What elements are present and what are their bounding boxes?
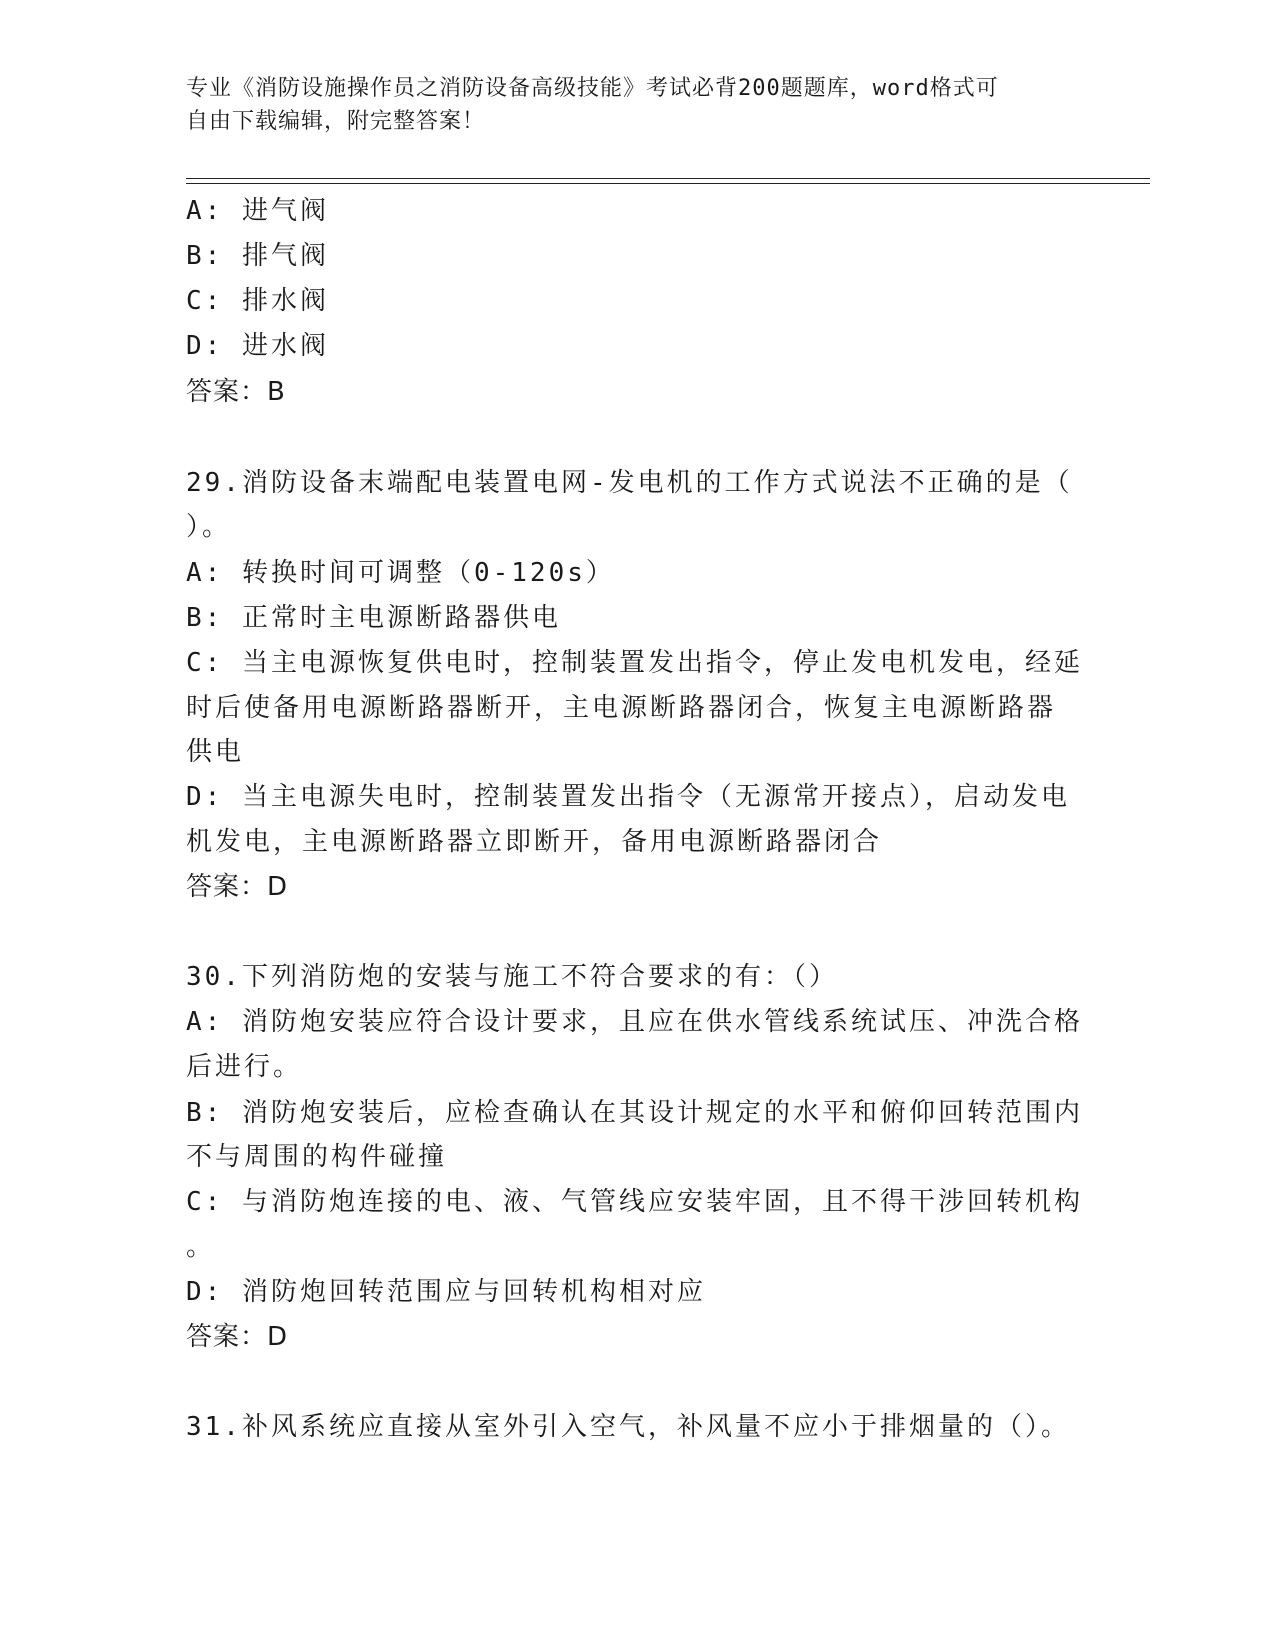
q29-option-a: A: 转换时间可调整（0-120s） — [186, 558, 615, 588]
q30-option-c-line-2: 。 — [186, 1232, 216, 1262]
q28-answer: 答案：B — [186, 377, 286, 407]
q30-option-a-line-2: 后进行。 — [186, 1052, 303, 1082]
q30-question: 30.下列消防炮的安装与施工不符合要求的有：（） — [186, 962, 838, 992]
q29-question-line-2: ）。 — [186, 512, 232, 542]
header-line-2: 自由下载编辑，附完整答案！ — [186, 109, 486, 134]
q29-option-c-line-3: 供电 — [186, 737, 245, 767]
header-divider-bottom — [186, 183, 1150, 184]
q30-option-c-line-1: C: 与消防炮连接的电、液、气管线应安装牢固，且不得干涉回转机构 — [186, 1187, 1083, 1217]
page-header — [186, 72, 1066, 138]
q29-option-d-line-2: 机发电，主电源断路器立即断开，备用电源断路器闭合 — [186, 827, 883, 857]
header-line-1: 专业《消防设施操作员之消防设备高级技能》考试必背200题题库，word格式可 — [186, 76, 999, 101]
q30-option-d: D: 消防炮回转范围应与回转机构相对应 — [186, 1277, 706, 1307]
q28-option-a: A: 进气阀 — [186, 196, 329, 226]
q30-answer: 答案：D — [186, 1322, 289, 1352]
q30-option-b-line-2: 不与周围的构件碰撞 — [186, 1142, 448, 1172]
q28-option-b: B: 排气阀 — [186, 241, 329, 271]
q30-option-a-line-1: A: 消防炮安装应符合设计要求，且应在供水管线系统试压、冲洗合格 — [186, 1007, 1083, 1037]
q29-question-line-1: 29.消防设备末端配电装置电网-发电机的工作方式说法不正确的是（ — [186, 468, 1073, 498]
q29-option-d-line-1: D: 当主电源失电时，控制装置发出指令（无源常开接点），启动发电 — [186, 782, 1070, 812]
q31-question: 31.补风系统应直接从室外引入空气，补风量不应小于排烟量的（）。 — [186, 1412, 1070, 1442]
header-divider-top — [186, 178, 1150, 179]
q28-option-d: D: 进水阀 — [186, 331, 329, 361]
q29-option-c-line-2: 时后使备用电源断路器断开，主电源断路器闭合，恢复主电源断路器 — [186, 693, 1057, 723]
q29-answer: 答案：D — [186, 872, 289, 902]
q28-option-c: C: 排水阀 — [186, 286, 329, 316]
q29-option-c-line-1: C: 当主电源恢复供电时，控制装置发出指令，停止发电机发电，经延 — [186, 648, 1083, 678]
q30-option-b-line-1: B: 消防炮安装后，应检查确认在其设计规定的水平和俯仰回转范围内 — [186, 1098, 1083, 1128]
q29-option-b: B: 正常时主电源断路器供电 — [186, 603, 561, 633]
